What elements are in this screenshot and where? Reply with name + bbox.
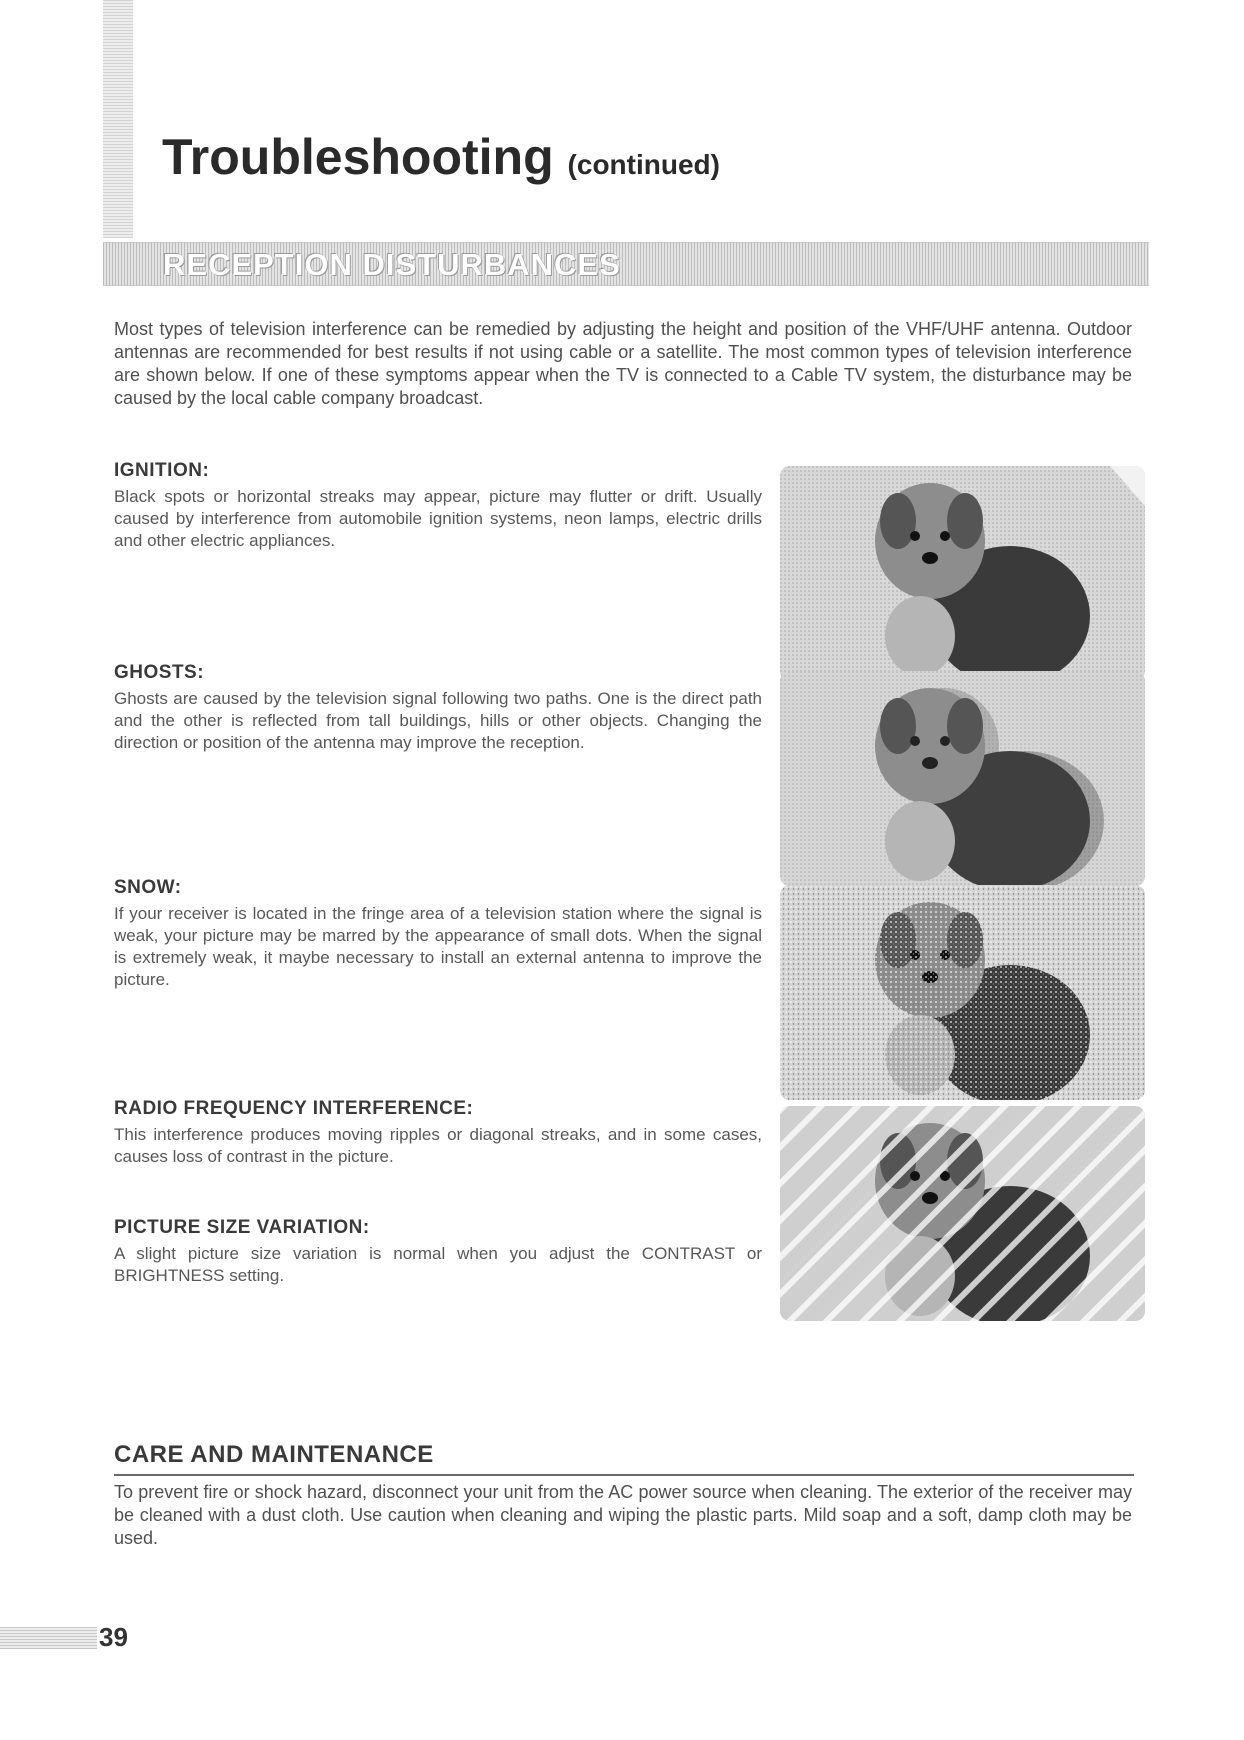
ignition-example-photo	[780, 466, 1145, 681]
dog-photo-ghosts	[780, 671, 1145, 886]
section-banner	[103, 242, 1149, 286]
page-number: 39	[99, 1622, 128, 1652]
section-heading: PICTURE SIZE VARIATION:	[114, 1217, 370, 1238]
ghosts-example-photo	[780, 671, 1145, 886]
page-number-bar	[0, 1627, 97, 1649]
section-radio-frequency-interference	[114, 1098, 762, 1168]
care-maintenance-text: To prevent fire or shock hazard, disconnect your unit from the AC power source when cleaning. The exterior of the receiver may be cleaned with a dust cloth. Use caution when cleaning and wiping the plastic parts. Mild soap and a soft, damp cloth may be used.	[114, 1482, 1132, 1548]
section-heading: GHOSTS:	[114, 662, 205, 683]
dog-photo-rf-interference	[780, 1106, 1145, 1321]
dog-photo-snow	[780, 885, 1145, 1100]
banner-title: RECEPTION DISTURBANCES	[163, 247, 621, 282]
section-heading: SNOW:	[114, 877, 182, 898]
intro-paragraph: Most types of television interference can be remedied by adjusting the height and position of the VHF/UHF antenna. Outdoor antennas are recommended for best results if not using cable or a satellite. The most common types of television interference are shown below. If one of these symptoms appear when the TV is connected to a Cable TV system, the disturbance may be caused by the local cable company broadcast.	[114, 319, 1132, 408]
care-maintenance-heading: CARE AND MAINTENANCE	[114, 1441, 434, 1468]
section-heading: RADIO FREQUENCY INTERFERENCE:	[114, 1098, 474, 1119]
section-text: Black spots or horizontal streaks may appear, picture may flutter or drift. Usually caused by interference from automobile ignition systems, neon lamps, electric drills and other electric appliances.	[114, 487, 762, 550]
section-ghosts	[114, 662, 762, 754]
section-text: If your receiver is located in the fringe area of a television station where the signal is weak, your picture may be marred by the appearance of small dots. When the signal is extremely weak, it maybe necessary to install an external antenna to improve the picture.	[114, 904, 762, 989]
page-title-suffix: (continued)	[567, 149, 720, 180]
section-ignition	[114, 460, 762, 552]
snow-example-photo	[780, 885, 1145, 1100]
section-heading: IGNITION:	[114, 460, 210, 481]
section-text: A slight picture size variation is normal when you adjust the CONTRAST or BRIGHTNESS setting.	[114, 1244, 762, 1285]
rf-interference-example-photo	[780, 1106, 1145, 1321]
section-text: Ghosts are caused by the television signal following two paths. One is the direct path and the other is reflected from tall buildings, hills or other objects. Changing the direction or position of the antenna may improve the reception.	[114, 689, 762, 752]
section-snow	[114, 877, 762, 991]
section-picture-size-variation	[114, 1217, 762, 1287]
decorative-side-bar	[103, 0, 133, 238]
page-title-main: Troubleshooting	[162, 129, 554, 185]
care-heading-rule	[114, 1474, 1134, 1476]
section-text: This interference produces moving ripples or diagonal streaks, and in some cases, causes loss of contrast in the picture.	[114, 1125, 762, 1166]
dog-photo-ignition	[780, 466, 1145, 681]
page-title	[162, 128, 720, 186]
